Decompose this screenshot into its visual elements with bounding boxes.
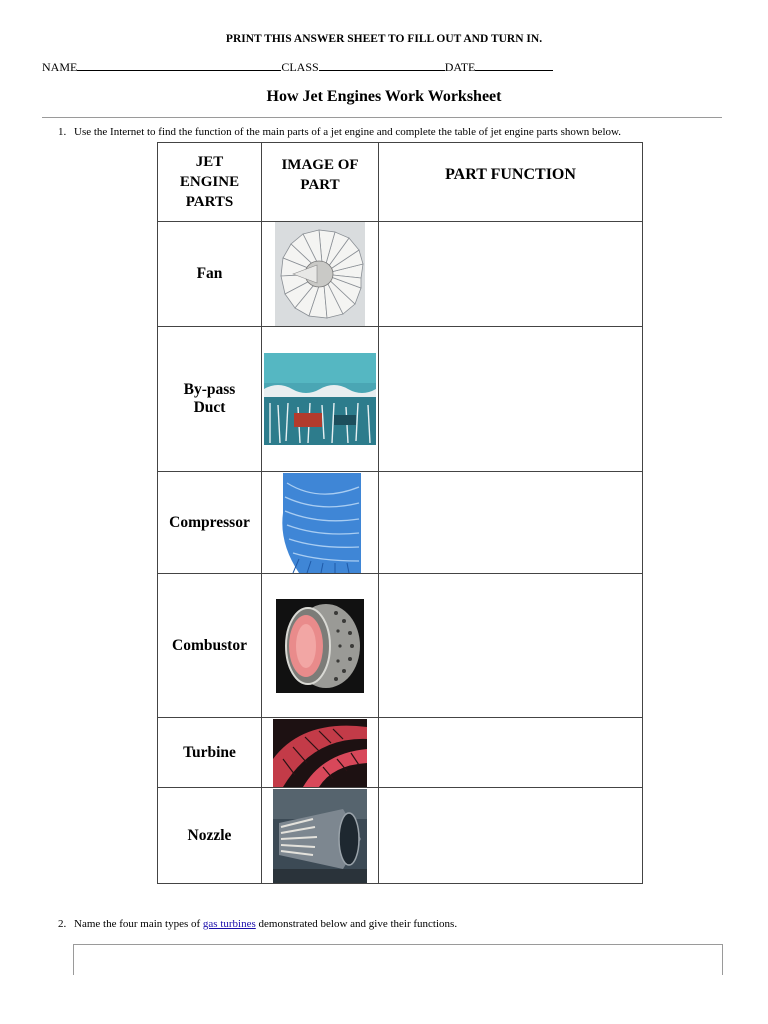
- bypass-duct-image: [262, 327, 379, 472]
- name-label: NAME: [42, 60, 78, 74]
- table-header-row: [158, 143, 643, 222]
- part-name-turbine: Turbine: [158, 718, 262, 788]
- compressor-image: [262, 472, 379, 574]
- question-1-number: 1.: [58, 126, 67, 138]
- fan-image: [262, 222, 379, 327]
- part-name-nozzle: Nozzle: [158, 788, 262, 884]
- combustor-function-cell[interactable]: [379, 574, 643, 718]
- table-row: [158, 222, 643, 327]
- table-row: [158, 472, 643, 574]
- turbine-function-cell[interactable]: [379, 718, 643, 788]
- part-name-bypass-duct: By-pass Duct: [158, 327, 262, 472]
- date-label: DATE: [444, 60, 476, 74]
- fan-function-cell[interactable]: [379, 222, 643, 327]
- table-row: [158, 327, 643, 472]
- title-divider: [42, 117, 722, 118]
- question-2-text-before: Name the four main types of: [74, 918, 203, 930]
- table-row: [158, 718, 643, 788]
- part-name-combustor: Combustor: [158, 574, 262, 718]
- turbine-image: [262, 718, 379, 788]
- print-instruction: PRINT THIS ANSWER SHEET TO FILL OUT AND TURN IN.: [225, 33, 543, 45]
- part-name-fan: Fan: [158, 222, 262, 327]
- question-2: [58, 918, 457, 930]
- header-part-function: PART FUNCTION: [379, 143, 643, 222]
- combustor-image: [262, 574, 379, 718]
- part-name-compressor: Compressor: [158, 472, 262, 574]
- question-1: [58, 126, 621, 138]
- date-field[interactable]: [475, 59, 553, 71]
- question-2-text-after: demonstrated below and give their functions.: [255, 918, 458, 930]
- class-label: CLASS: [281, 60, 319, 74]
- page-title: How Jet Engines Work Worksheet: [266, 88, 502, 105]
- nozzle-function-cell[interactable]: [379, 788, 643, 884]
- question-2-number: 2.: [58, 918, 67, 930]
- jet-engine-parts-table: [157, 142, 643, 884]
- bypass-duct-function-cell[interactable]: [379, 327, 643, 472]
- table-row: [158, 788, 643, 884]
- name-field[interactable]: [77, 59, 281, 71]
- student-info-row: [42, 59, 553, 75]
- gas-turbines-answer-box: [73, 944, 723, 975]
- gas-turbines-link[interactable]: gas turbines: [202, 918, 256, 930]
- table-row: [158, 574, 643, 718]
- nozzle-image: [262, 788, 379, 884]
- compressor-function-cell[interactable]: [379, 472, 643, 574]
- class-field[interactable]: [319, 59, 445, 71]
- header-image-of-part: IMAGE OF PART: [262, 143, 379, 222]
- question-1-text: Use the Internet to find the function of the main parts of a jet engine and complete the table of jet engine parts shown below.: [74, 126, 621, 138]
- header-jet-engine-parts: JET ENGINE PARTS: [158, 143, 262, 222]
